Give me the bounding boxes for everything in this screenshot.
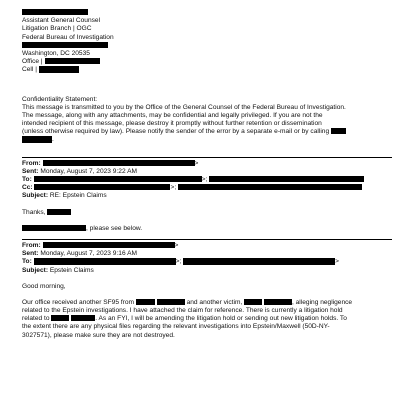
email-1-thanks: Thanks, — [22, 209, 392, 217]
redacted-phone — [331, 128, 346, 134]
redacted-address — [22, 42, 392, 50]
to-label: To: — [22, 258, 32, 266]
subject-label: Subject: — [22, 266, 49, 274]
signature-city: Washington, DC 20535 — [22, 49, 90, 57]
redacted-cc-2 — [178, 184, 362, 190]
redacted-victim-first — [244, 299, 262, 305]
subject-value: RE: Epstein Claims — [49, 192, 107, 200]
paragraph-line: related to the Epstein investigations. I have attached the claim for reference. There is currently a litigation hold — [22, 307, 343, 315]
office-phone-row — [22, 58, 392, 66]
redacted-signer — [47, 209, 71, 215]
email-1-from: From: > — [22, 159, 199, 167]
subject-label: Subject: — [22, 192, 49, 200]
redacted-hold-1 — [51, 315, 69, 321]
email-2-sent — [22, 250, 392, 258]
confidentiality-statement — [22, 96, 392, 145]
paragraph-line: Our office received another SF95 from and another victim, , alleging negligence — [22, 299, 353, 307]
email-2-to: To: >; > — [22, 258, 339, 266]
redacted-claimant-first — [136, 299, 155, 305]
email-2-from: From: > — [22, 242, 179, 250]
redacted-victim-last — [264, 299, 292, 305]
email-1-subject — [22, 192, 392, 200]
sent-label: Sent: — [22, 250, 39, 258]
email-1-header — [22, 160, 392, 201]
redacted-cell-phone — [39, 66, 79, 72]
signature-title: Assistant General Counsel — [22, 17, 101, 25]
redacted-sender-name — [22, 9, 392, 17]
email-2-greeting: Good morning, — [22, 282, 66, 290]
redacted-to-1 — [34, 176, 202, 182]
cc-label: Cc: — [22, 184, 33, 192]
email-1-reply-line: , please see below. — [22, 225, 392, 233]
office-label: Office | — [22, 58, 43, 66]
redacted-recipient — [22, 225, 86, 231]
paragraph-line: related to . As an FYI, I will be amending the litigation hold or sending out new litigation holds. To — [22, 315, 347, 323]
cell-label: Cell | — [22, 66, 37, 74]
redacted-to-2 — [209, 176, 364, 182]
email-2-paragraph — [22, 299, 392, 340]
confidentiality-line: This message is transmitted to you by the Office of the General Counsel of the Federal Bureau of Investigation. — [22, 103, 346, 111]
redacted-to-2 — [183, 258, 335, 264]
redacted-hold-2 — [71, 315, 95, 321]
redacted-from — [43, 160, 195, 166]
confidentiality-line: (unless otherwise required by law). Please notify the sender of the error by a separate e-mail or by calling — [22, 128, 392, 136]
email-1-to: To: >; — [22, 176, 392, 184]
redacted-to-1 — [34, 258, 176, 264]
redacted-phone-cont — [22, 136, 52, 142]
sent-value: Monday, August 7, 2023 9:16 AM — [40, 250, 137, 258]
redacted-from — [43, 242, 175, 248]
confidentiality-line: intended recipient of this message, please destroy it promptly without further retention or dissemination — [22, 120, 322, 128]
paragraph-line: 3027571), please make sure they are not destroyed. — [22, 331, 175, 339]
confidentiality-heading: Confidentiality Statement: — [22, 95, 98, 103]
signature-branch: Litigation Branch | OGC — [22, 25, 92, 33]
redacted-cc-1 — [34, 184, 170, 190]
to-label: To: — [22, 176, 32, 184]
email-document — [22, 9, 392, 340]
sent-value: Monday, August 7, 2023 9:22 AM — [40, 167, 137, 175]
confidentiality-line: The message, along with any attachments, may be confidential and legally privileged. If you are not the — [22, 111, 323, 119]
email-divider — [22, 157, 392, 158]
signature-block — [22, 9, 392, 75]
from-label: From: — [22, 242, 41, 250]
email-1-sent — [22, 168, 392, 176]
from-label: From: — [22, 159, 41, 167]
signature-org: Federal Bureau of Investigation — [22, 33, 114, 41]
paragraph-line: the extent there are any physical files regarding the relevant investigations into Epstein/Maxwell (50D-NY- — [22, 323, 330, 331]
email-divider — [22, 239, 392, 240]
redacted-claimant-last — [157, 299, 185, 305]
confidentiality-line-end: . — [22, 136, 392, 144]
email-2-subject — [22, 267, 392, 275]
email-2-header — [22, 242, 392, 275]
email-1-cc: Cc: >; — [22, 184, 392, 192]
subject-value: Epstein Claims — [49, 266, 94, 274]
redacted-office-phone — [45, 58, 100, 64]
sent-label: Sent: — [22, 167, 39, 175]
cell-phone-row — [22, 66, 392, 74]
